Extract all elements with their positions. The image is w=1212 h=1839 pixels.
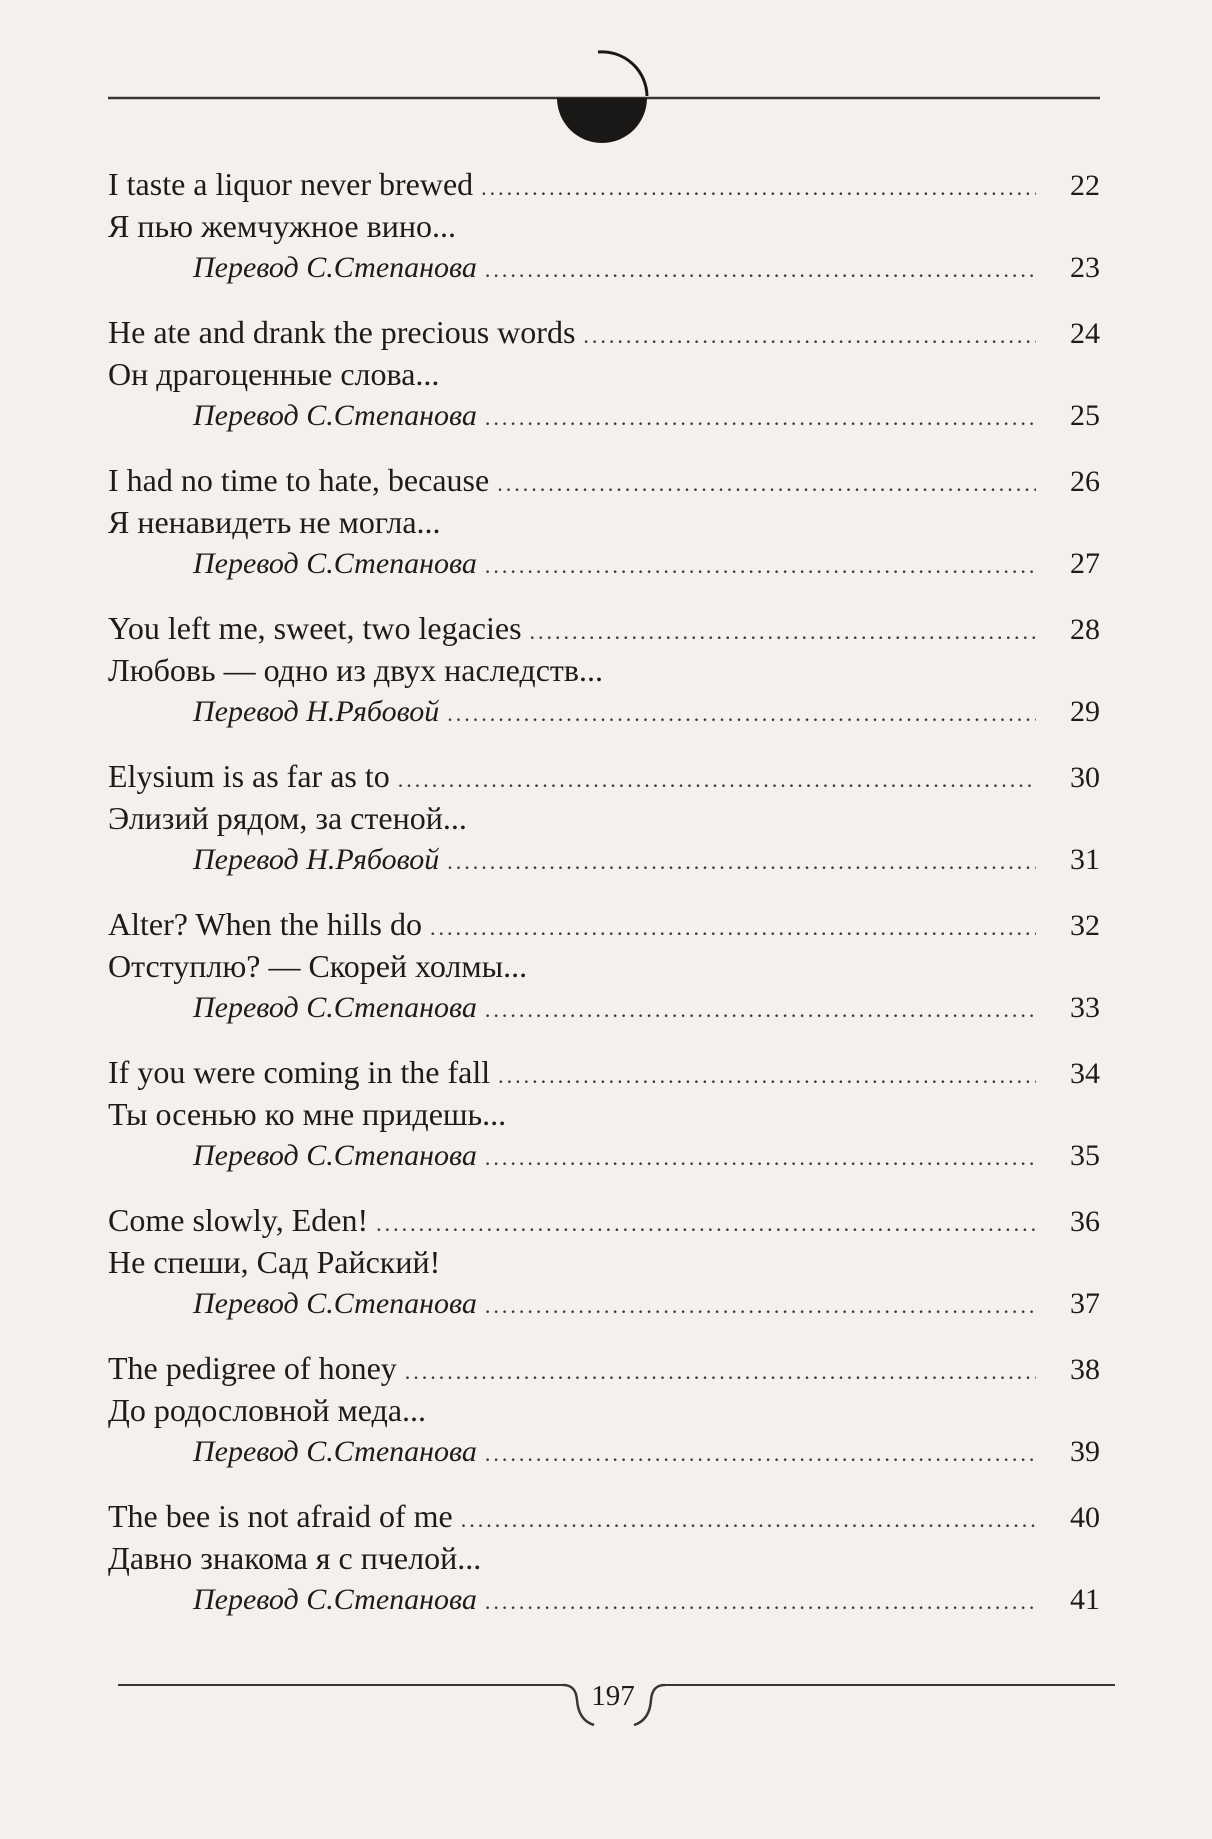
translator-credit: Перевод Н.Рябовой	[193, 843, 440, 876]
toc-original-line	[108, 311, 1100, 353]
toc-entry	[108, 1051, 1100, 1199]
dot-leader	[461, 1499, 1036, 1541]
toc-translator-line	[108, 247, 1100, 289]
translation-page-number: 39	[1070, 1435, 1100, 1468]
original-page-number: 36	[1070, 1205, 1100, 1238]
translation-title: Элизий рядом, за стеной...	[108, 800, 467, 836]
dot-leader	[447, 693, 1036, 735]
translation-page-number: 33	[1070, 991, 1100, 1024]
original-page-number: 22	[1070, 169, 1100, 202]
translation-page-number: 27	[1070, 547, 1100, 580]
header-disc	[557, 98, 647, 143]
translator-credit: Перевод С.Степанова	[193, 547, 477, 580]
dot-leader	[481, 167, 1036, 209]
toc-entry	[108, 1199, 1100, 1347]
toc-translation-line	[108, 797, 1100, 839]
original-page-number: 30	[1070, 761, 1100, 794]
toc-entry	[108, 459, 1100, 607]
toc-translator-line	[108, 543, 1100, 585]
translation-page-number: 31	[1070, 843, 1100, 876]
translator-credit: Перевод С.Степанова	[193, 251, 477, 284]
toc-entry	[108, 311, 1100, 459]
translation-page-number: 37	[1070, 1287, 1100, 1320]
dot-leader	[376, 1203, 1036, 1245]
toc-translator-line	[108, 691, 1100, 733]
toc-entry	[108, 607, 1100, 755]
toc-translation-line	[108, 1389, 1100, 1431]
translation-title: Я ненавидеть не могла...	[108, 504, 441, 540]
original-page-number: 28	[1070, 613, 1100, 646]
toc-original-line	[108, 903, 1100, 945]
page-number: 197	[591, 1680, 635, 1712]
dot-leader	[583, 315, 1036, 357]
toc-entry	[108, 163, 1100, 311]
toc-translation-line	[108, 1241, 1100, 1283]
translator-credit: Перевод С.Степанова	[193, 399, 477, 432]
dot-leader	[497, 463, 1036, 505]
toc-original-line	[108, 459, 1100, 501]
translator-credit: Перевод С.Степанова	[193, 1287, 477, 1320]
translation-page-number: 35	[1070, 1139, 1100, 1172]
original-title: The pedigree of honey	[108, 1350, 397, 1386]
toc-original-line	[108, 1051, 1100, 1093]
original-page-number: 24	[1070, 317, 1100, 350]
original-title: If you were coming in the fall	[108, 1054, 491, 1090]
toc-translator-line	[108, 1135, 1100, 1177]
dot-leader	[405, 1351, 1036, 1393]
dot-leader	[485, 249, 1036, 291]
dot-leader	[485, 397, 1036, 439]
toc-original-line	[108, 1347, 1100, 1389]
toc-entry	[108, 1495, 1100, 1643]
toc-translator-line	[108, 1283, 1100, 1325]
toc-translation-line	[108, 353, 1100, 395]
dot-leader	[485, 545, 1036, 587]
original-page-number: 40	[1070, 1501, 1100, 1534]
translation-page-number: 23	[1070, 251, 1100, 284]
original-title: Alter? When the hills do	[108, 906, 422, 942]
original-page-number: 26	[1070, 465, 1100, 498]
dot-leader	[430, 907, 1036, 949]
dot-leader	[498, 1055, 1036, 1097]
toc-translation-line	[108, 1537, 1100, 1579]
translator-credit: Перевод С.Степанова	[193, 1583, 477, 1616]
toc-entry	[108, 903, 1100, 1051]
translation-title: Не спеши, Сад Райский!	[108, 1244, 441, 1280]
original-title: I had no time to hate, because	[108, 462, 490, 498]
dot-leader	[485, 1137, 1036, 1179]
translator-credit: Перевод С.Степанова	[193, 1435, 477, 1468]
toc-original-line	[108, 755, 1100, 797]
toc-entry	[108, 1347, 1100, 1495]
toc-translator-line	[108, 395, 1100, 437]
translator-credit: Перевод С.Степанова	[193, 1139, 477, 1172]
toc-entry	[108, 755, 1100, 903]
original-title: Come slowly, Eden!	[108, 1202, 369, 1238]
translation-title: До родословной меда...	[108, 1392, 427, 1428]
toc-translator-line	[108, 1431, 1100, 1473]
table-of-contents	[108, 163, 1100, 1643]
toc-original-line	[108, 163, 1100, 205]
toc-translation-line	[108, 649, 1100, 691]
footer-rule-left	[118, 1684, 563, 1686]
original-title: The bee is not afraid of me	[108, 1498, 453, 1534]
translation-page-number: 25	[1070, 399, 1100, 432]
original-page-number: 32	[1070, 909, 1100, 942]
translation-title: Отступлю? — Скорей холмы...	[108, 948, 528, 984]
original-title: You left me, sweet, two legacies	[108, 610, 522, 646]
translator-credit: Перевод Н.Рябовой	[193, 695, 440, 728]
header-arc	[598, 52, 647, 96]
translation-title: Давно знакома я с пчелой...	[108, 1540, 482, 1576]
translation-title: Я пью жемчужное вино...	[108, 208, 456, 244]
dot-leader	[485, 1581, 1036, 1623]
original-title: He ate and drank the precious words	[108, 314, 576, 350]
translation-page-number: 41	[1070, 1583, 1100, 1616]
header-ornament	[0, 0, 1212, 170]
original-title: Elysium is as far as to	[108, 758, 390, 794]
toc-original-line	[108, 1495, 1100, 1537]
translator-credit: Перевод С.Степанова	[193, 991, 477, 1024]
page-footer	[0, 1660, 1212, 1750]
toc-original-line	[108, 607, 1100, 649]
dot-leader	[485, 1285, 1036, 1327]
dot-leader	[485, 1433, 1036, 1475]
translation-title: Любовь — одно из двух наследств...	[108, 652, 603, 688]
toc-translator-line	[108, 839, 1100, 881]
dot-leader	[530, 611, 1036, 653]
toc-translator-line	[108, 987, 1100, 1029]
dot-leader	[485, 989, 1036, 1031]
toc-translation-line	[108, 945, 1100, 987]
translation-page-number: 29	[1070, 695, 1100, 728]
toc-translation-line	[108, 501, 1100, 543]
translation-title: Ты осенью ко мне придешь...	[108, 1096, 507, 1132]
toc-translator-line	[108, 1579, 1100, 1621]
toc-translation-line	[108, 205, 1100, 247]
toc-translation-line	[108, 1093, 1100, 1135]
translation-title: Он драгоценные слова...	[108, 356, 440, 392]
dot-leader	[398, 759, 1036, 801]
dot-leader	[447, 841, 1036, 883]
original-page-number: 38	[1070, 1353, 1100, 1386]
original-title: I taste a liquor never brewed	[108, 166, 474, 202]
footer-rule-right	[665, 1684, 1115, 1686]
original-page-number: 34	[1070, 1057, 1100, 1090]
toc-original-line	[108, 1199, 1100, 1241]
